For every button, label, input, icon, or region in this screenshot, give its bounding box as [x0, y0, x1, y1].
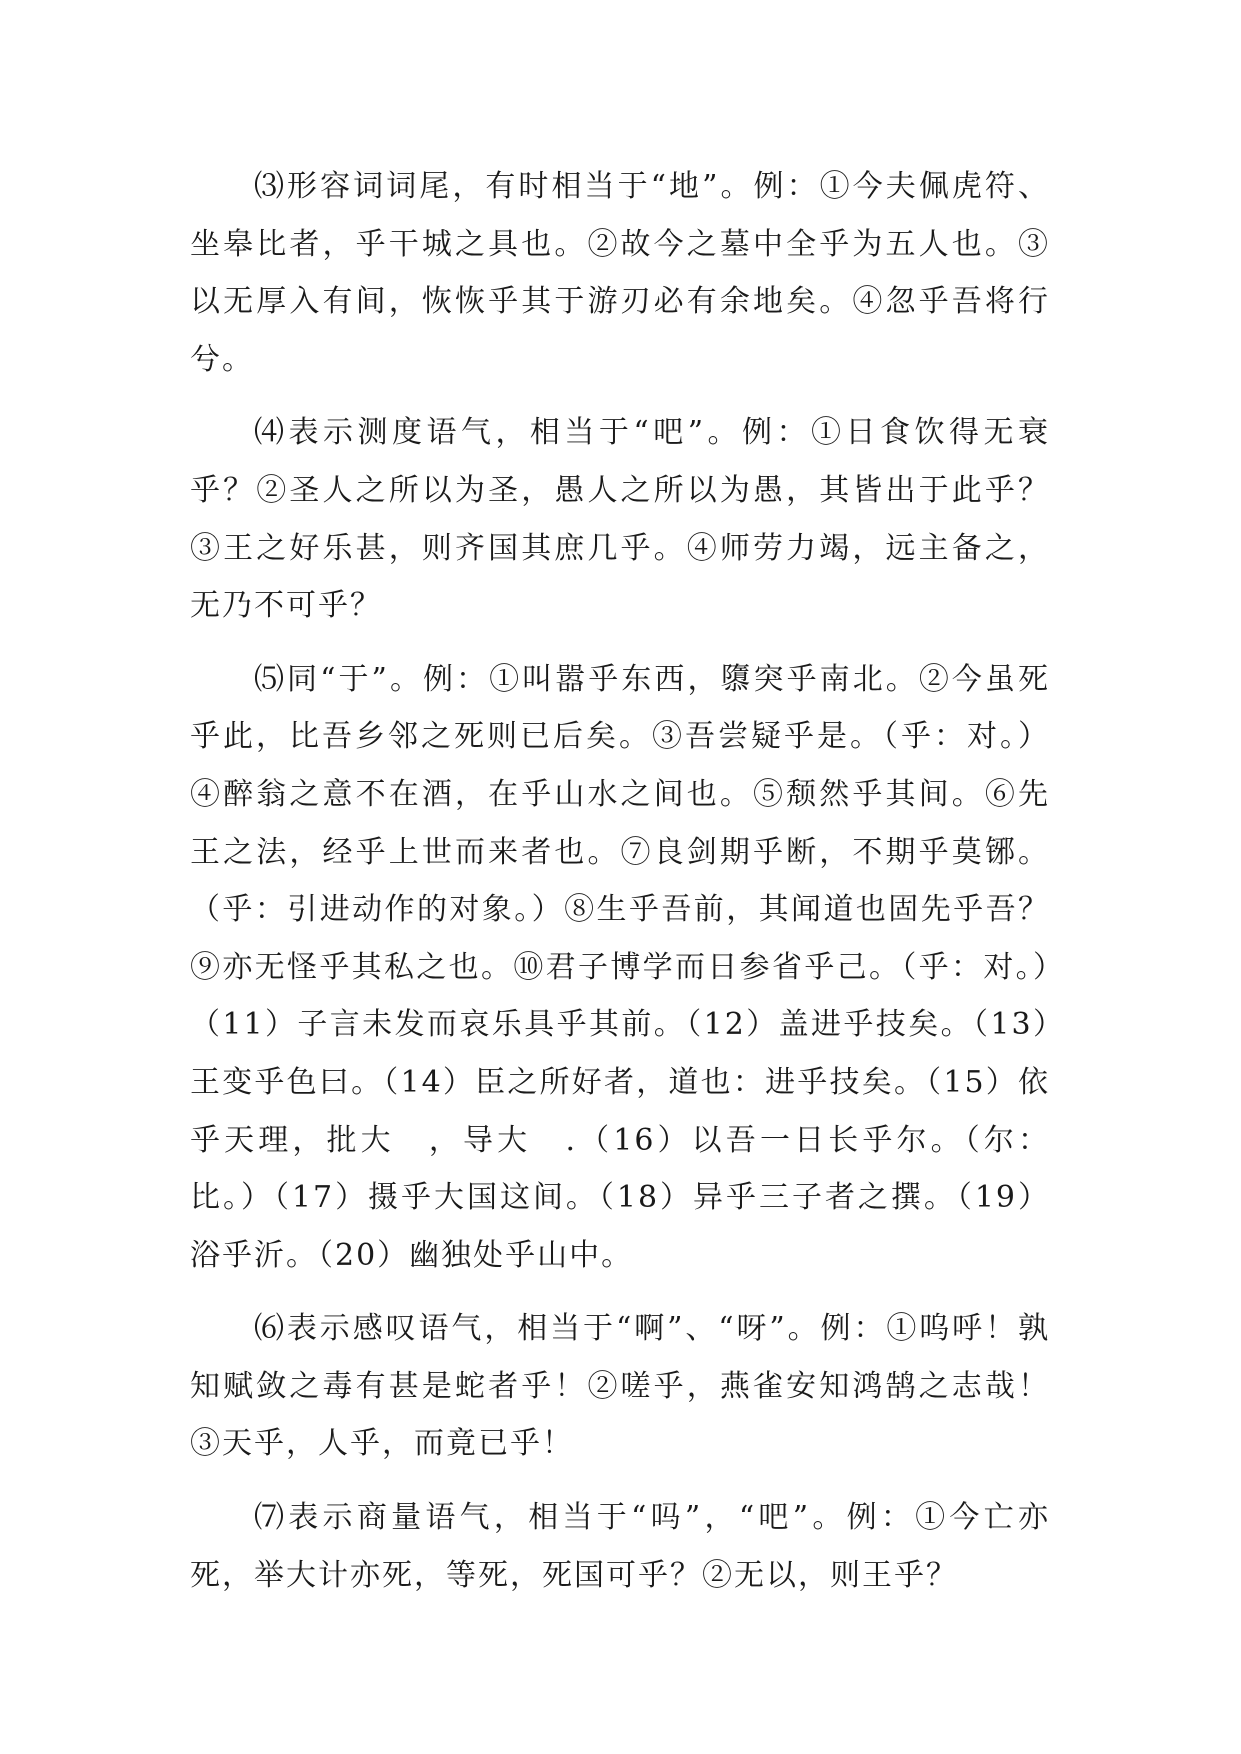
- paragraph-conjecture-mood: ⑷表示测度语气，相当于“吧”。例：①日食饮得无衰乎？②圣人之所以为圣，愚人之所以为愚，其皆出于此乎？③王之好乐甚，则齐国其庶几乎。④师劳力竭，远主备之，无乃不可乎？: [190, 415, 1050, 624]
- paragraph-same-as-yu: ⑸同“于”。例：①叫嚣乎东西，隳突乎南北。②今虽死乎此，比吾乡邻之死则已后矣。③吾尝疑乎是。（乎：对。）④醉翁之意不在酒，在乎山水之间也。⑤颓然乎其间。⑥先王之法，经乎上世而来者也。⑦良剑期乎断，不期乎莫铘。（乎：引进动作的对象。）⑧生乎吾前，其闻道也固先乎吾？⑨亦无怪乎其私之也。⑩君子博学而日参省乎己。（乎：对。）（11）子言未发而哀乐具乎其前。（12）盖进乎技矣。（13）王变乎色曰。（14）臣之所好者，道也：进乎技矣。（15）依乎天理，批大 ，导大 .（16）以吾一日长乎尔。（尔：比。）（17）摄乎大国这间。（18）异乎三子者之撰。（19）浴乎沂。（20）幽独处乎山中。: [190, 661, 1050, 1273]
- paragraph-consultation-mood: ⑺表示商量语气，相当于“吗”，“吧”。例：①今亡亦死，举大计亦死，等死，死国可乎？②无以，则王乎？: [190, 1500, 1050, 1593]
- document-body: [190, 158, 1050, 1620]
- paragraph-adjective-suffix: ⑶形容词词尾，有时相当于“地”。例：①今夫佩虎符、坐皋比者，乎干城之具也。②故今之墓中全乎为五人也。③以无厚入有间，恢恢乎其于游刃必有余地矣。④忽乎吾将行兮。: [190, 169, 1050, 377]
- paragraph-exclamation-mood: ⑹表示感叹语气，相当于“啊”、“呀”。例：①呜呼！孰知赋敛之毒有甚是蛇者乎！②嗟乎，燕雀安知鸿鹄之志哉！③天乎，人乎，而竟已乎！: [190, 1311, 1050, 1462]
